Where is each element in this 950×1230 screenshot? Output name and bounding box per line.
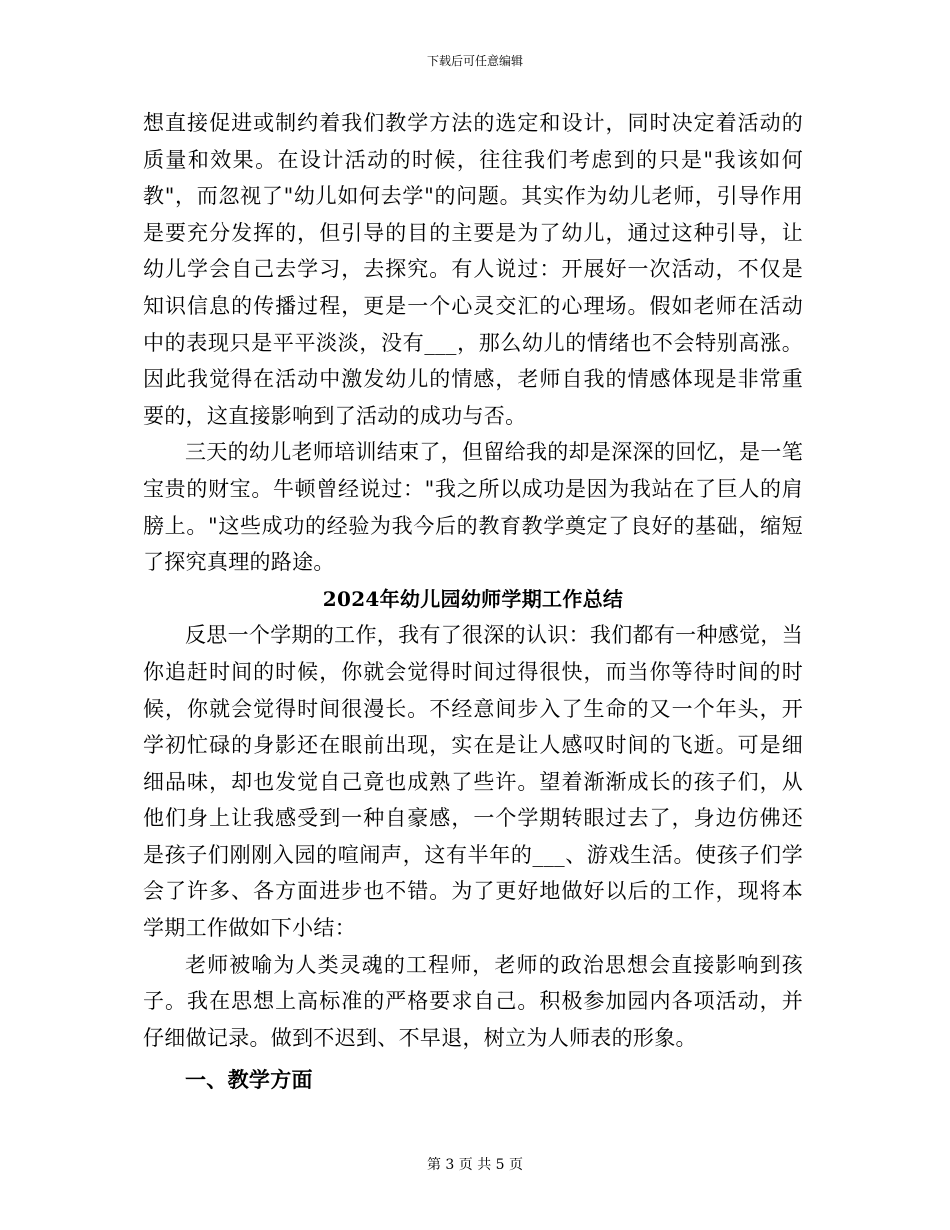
page-footer-number: 第 3 页 共 5 页 — [426, 1157, 524, 1173]
paragraph-activity-design: 想直接促进或制约着我们教学方法的选定和设计，同时决定着活动的质量和效果。在设计活动的时候，往往我们考虑到的只是"我该如何教"，而忽视了"幼儿如何去学"的问题。其实作为幼儿老师，引导作用是要充分发挥的，但引导的目的主要是为了幼儿，通过这种引导，让幼儿学会自己去学习，去探究。有人说过：开展好一次活动，不仅是知识信息的传播过程，更是一个心灵交汇的心理场。假如老师在活动中的表现只是平平淡淡，没有___，那么幼儿的情绪也不会特别高涨。因此我觉得在活动中激发幼儿的情感，老师自我的情感体现是非常重要的，这直接影响到了活动的成功与否。 — [143, 111, 803, 428]
paragraph-semester-reflection: 反思一个学期的工作，我有了很深的认识：我们都有一种感觉，当你追赶时间的时候，你就会觉得时间过得很快，而当你等待时间的时候，你就会觉得时间很漫长。不经意间步入了生命的又一个年头，开学初忙碌的身影还在眼前出现，实在是让人感叹时间的飞逝。可是细细品味，却也发觉自己竟也成熟了些许。望着渐渐成长的孩子们，从他们身上让我感受到一种自豪感，一个学期转眼过去了，身边仿佛还是孩子们刚刚入园的喧闹声，这有半年的___、游戏生活。使孩子们学会了许多、各方面进步也不错。为了更好地做好以后的工作，现将本学期工作做如下小结： — [143, 623, 803, 941]
page-header-note: 下载后可任意编辑 — [426, 54, 523, 68]
paragraph-training-conclusion: 三天的幼儿老师培训结束了，但留给我的却是深深的回忆，是一笔宝贵的财宝。牛顿曾经说过："我之所以成功是因为我站在了巨人的肩膀上。"这些成功的经验为我今后的教育教学奠定了良好的基础，缩短了探究真理的路途。 — [143, 440, 803, 575]
paragraph-teacher-ethics: 老师被喻为人类灵魂的工程师，老师的政治思想会直接影响到孩子。我在思想上高标准的严格要求自己。积极参加园内各项活动，并仔细做记录。做到不迟到、不早退，树立为人师表的形象。 — [143, 952, 803, 1050]
sub-heading-teaching: 一、教学方面 — [185, 1067, 313, 1093]
document-body — [143, 105, 803, 1099]
section-title: 2024年幼儿园幼师学期工作总结 — [322, 586, 624, 611]
